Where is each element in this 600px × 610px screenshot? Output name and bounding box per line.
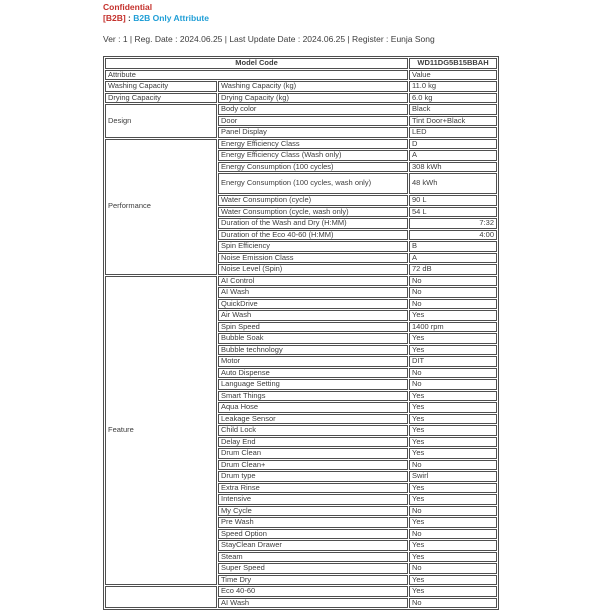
- attribute-cell: Duration of the Eco 40-60 (H:MM): [218, 230, 408, 241]
- attribute-cell: Spin Efficiency: [218, 241, 408, 252]
- value-cell: Yes: [409, 540, 497, 551]
- value-cell: LED: [409, 127, 497, 138]
- value-cell: DIT: [409, 356, 497, 367]
- b2b-only-attribute-label: B2B Only Attribute: [133, 13, 209, 23]
- attribute-cell: Bubble Soak: [218, 333, 408, 344]
- value-cell: A: [409, 253, 497, 264]
- attribute-cell: Body color: [218, 104, 408, 115]
- attribute-cell: Auto Dispense: [218, 368, 408, 379]
- spec-row: [105, 276, 497, 287]
- attribute-cell: Steam: [218, 552, 408, 563]
- attribute-cell: Smart Things: [218, 391, 408, 402]
- spec-table-body: [105, 58, 497, 608]
- attribute-cell: Language Setting: [218, 379, 408, 390]
- attribute-cell: Drum Clean: [218, 448, 408, 459]
- group-label-cell: Feature: [105, 276, 217, 586]
- attribute-cell: Bubble technology: [218, 345, 408, 356]
- group-label-cell: Design: [105, 104, 217, 138]
- attribute-cell: Noise Level (Spin): [218, 264, 408, 275]
- value-cell: Yes: [409, 494, 497, 505]
- model-code-label-cell: Model Code: [105, 58, 408, 69]
- spec-row: [105, 586, 497, 597]
- attribute-cell: Air Wash: [218, 310, 408, 321]
- attribute-cell: Drum type: [218, 471, 408, 482]
- value-cell: Yes: [409, 575, 497, 586]
- attribute-cell: AI Wash: [218, 598, 408, 609]
- attribute-cell: Energy Consumption (100 cycles): [218, 162, 408, 173]
- attribute-cell: Washing Capacity (kg): [218, 81, 408, 92]
- attribute-cell: Energy Consumption (100 cycles, wash only): [218, 173, 408, 194]
- model-code-value-cell: WD11DG5B15BBAH: [409, 58, 497, 69]
- spec-table: [103, 56, 499, 610]
- spec-row: [105, 81, 497, 92]
- attribute-header-row: [105, 70, 497, 81]
- attribute-cell: Pre Wash: [218, 517, 408, 528]
- attribute-cell: Duration of the Wash and Dry (H:MM): [218, 218, 408, 229]
- value-cell: 48 kWh: [409, 173, 497, 194]
- attribute-cell: StayClean Drawer: [218, 540, 408, 551]
- value-cell: 1400 rpm: [409, 322, 497, 333]
- value-cell: Black: [409, 104, 497, 115]
- b2b-note-line: [103, 13, 600, 24]
- value-cell: 72 dB: [409, 264, 497, 275]
- group-label-cell: Performance: [105, 139, 217, 275]
- attribute-cell: QuickDrive: [218, 299, 408, 310]
- attribute-cell: My Cycle: [218, 506, 408, 517]
- group-label-cell: Washing Capacity: [105, 81, 217, 92]
- value-cell: Tint Door+Black: [409, 116, 497, 127]
- value-cell: Yes: [409, 552, 497, 563]
- model-code-row: [105, 58, 497, 69]
- attribute-cell: Intensive: [218, 494, 408, 505]
- attribute-cell: Extra Rinse: [218, 483, 408, 494]
- value-cell: Yes: [409, 414, 497, 425]
- value-cell: 90 L: [409, 195, 497, 206]
- attribute-cell: Eco 40-60: [218, 586, 408, 597]
- attribute-cell: AI Wash: [218, 287, 408, 298]
- spec-row: [105, 104, 497, 115]
- attribute-cell: Water Consumption (cycle, wash only): [218, 207, 408, 218]
- value-cell: Yes: [409, 310, 497, 321]
- value-cell: Yes: [409, 402, 497, 413]
- attribute-cell: Panel Display: [218, 127, 408, 138]
- value-cell: Yes: [409, 517, 497, 528]
- attribute-cell: Leakage Sensor: [218, 414, 408, 425]
- value-cell: 308 kWh: [409, 162, 497, 173]
- attribute-cell: Water Consumption (cycle): [218, 195, 408, 206]
- value-header-cell: Value: [409, 70, 497, 81]
- value-cell: 11.0 kg: [409, 81, 497, 92]
- attribute-cell: Child Lock: [218, 425, 408, 436]
- value-cell: 54 L: [409, 207, 497, 218]
- value-cell: Swirl: [409, 471, 497, 482]
- attribute-cell: Energy Efficiency Class: [218, 139, 408, 150]
- value-cell: 7:32: [409, 218, 497, 229]
- confidential-label: Confidential: [103, 2, 153, 12]
- spec-row: [105, 139, 497, 150]
- value-cell: 6.0 kg: [409, 93, 497, 104]
- attribute-cell: Energy Efficiency Class (Wash only): [218, 150, 408, 161]
- attribute-cell: Super Speed: [218, 563, 408, 574]
- value-cell: Yes: [409, 333, 497, 344]
- value-cell: No: [409, 598, 497, 609]
- attribute-cell: Drum Clean+: [218, 460, 408, 471]
- value-cell: No: [409, 276, 497, 287]
- group-label-cell: [105, 586, 217, 608]
- value-cell: No: [409, 368, 497, 379]
- value-cell: No: [409, 287, 497, 298]
- attribute-cell: Speed Option: [218, 529, 408, 540]
- attribute-cell: AI Control: [218, 276, 408, 287]
- value-cell: Yes: [409, 483, 497, 494]
- value-cell: B: [409, 241, 497, 252]
- value-cell: No: [409, 506, 497, 517]
- value-cell: No: [409, 529, 497, 540]
- attribute-cell: Motor: [218, 356, 408, 367]
- value-cell: No: [409, 379, 497, 390]
- value-cell: No: [409, 563, 497, 574]
- attribute-cell: Door: [218, 116, 408, 127]
- value-cell: No: [409, 299, 497, 310]
- attribute-cell: Delay End: [218, 437, 408, 448]
- attribute-cell: Spin Speed: [218, 322, 408, 333]
- value-cell: 4:00: [409, 230, 497, 241]
- attribute-cell: Aqua Hose: [218, 402, 408, 413]
- version-meta-line: Ver : 1 | Reg. Date : 2024.06.25 | Last Update Date : 2024.06.25 | Register : Eunja Song: [103, 34, 435, 44]
- b2b-separator: :: [125, 13, 134, 23]
- value-cell: Yes: [409, 437, 497, 448]
- attribute-cell: Time Dry: [218, 575, 408, 586]
- b2b-tag: [B2B]: [103, 13, 126, 23]
- attribute-cell: Noise Emission Class: [218, 253, 408, 264]
- spec-row: [105, 93, 497, 104]
- value-cell: No: [409, 460, 497, 471]
- attribute-cell: Drying Capacity (kg): [218, 93, 408, 104]
- value-cell: Yes: [409, 391, 497, 402]
- value-cell: D: [409, 139, 497, 150]
- value-cell: Yes: [409, 345, 497, 356]
- group-label-cell: Drying Capacity: [105, 93, 217, 104]
- value-cell: Yes: [409, 425, 497, 436]
- attribute-header-cell: Attribute: [105, 70, 408, 81]
- value-cell: Yes: [409, 448, 497, 459]
- value-cell: Yes: [409, 586, 497, 597]
- value-cell: A: [409, 150, 497, 161]
